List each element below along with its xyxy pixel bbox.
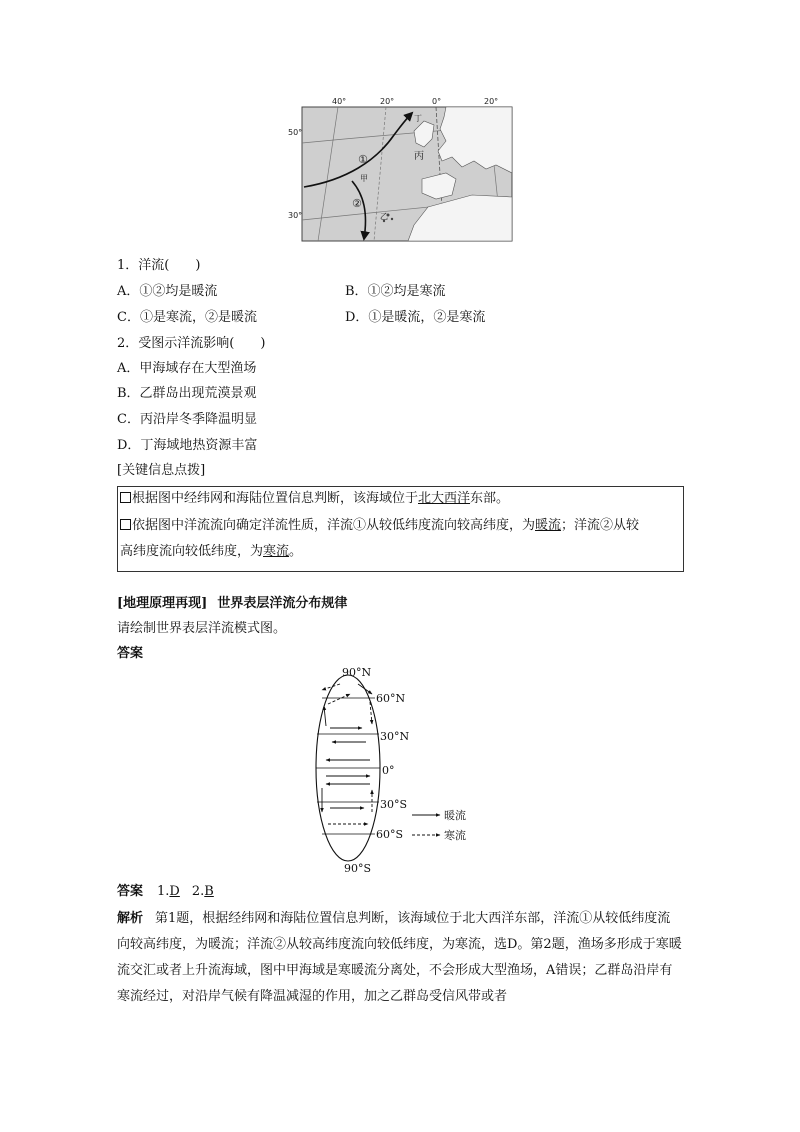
lat-label-60s: 60°S [376,828,404,841]
lon-label-40w: 40° [332,97,347,106]
lat-label-60n: 60°N [376,692,406,705]
place-bing: 丙 [414,151,424,162]
lat-label-0: 0° [382,764,395,777]
q1-option-c: C．①是寒流，②是暖流 [117,310,257,325]
answer-1-num: 1. [157,884,170,899]
q2-stem: 2．受图示洋流影响( ) [117,336,266,351]
q2-option-b: B．乙群岛出现荒漠景观 [117,386,257,401]
principle-heading-tag: [地理原理再现] [117,596,208,611]
key-info-line-1-text: 根据图中经纬网和海陆位置信息判断，该海域位于 [132,491,419,506]
answer-2-num: 2. [191,884,205,899]
key-info-line-3 [120,543,302,561]
current-2-label: ② [352,197,362,210]
place-yi: 乙 [380,212,388,221]
lon-label-0: 0° [432,97,442,106]
lat-label-90n: 90°N [342,666,372,679]
analysis-paragraph [117,906,683,1010]
lat-label-30n: 30°N [380,730,410,743]
q2-option-d: D．丁海域地热资源丰富 [117,438,258,453]
lat-label-90s: 90°S [344,862,372,875]
legend-warm-label: 暖流 [444,809,466,822]
principle-heading-title: 世界表层洋流分布规律 [217,596,348,611]
lat-label-30s: 30°S [380,798,408,811]
checkbox-icon [120,492,131,503]
q2-option-a: A．甲海域存在大型渔场 [117,361,257,376]
principle-answer-label: 答案 [117,646,144,661]
key-info-answer-north-atlantic: 北大西洋 [418,491,471,506]
key-info-heading: [关键信息点拨] [117,463,206,478]
key-info-line-2-end: ；洋流②从较 [561,518,640,533]
legend-cold-label: 寒流 [444,829,466,842]
q1-option-d: D．①是暖流，②是寒流 [345,310,486,325]
answers-line [117,883,214,901]
key-info-line-3-text: 高纬度流向较低纬度，为 [120,544,264,559]
key-info-answer-warm: 暖流 [535,518,562,533]
current-1-label: ① [358,153,368,166]
key-info-answer-cold: 寒流 [263,544,290,559]
lat-label-30n: 30° [288,211,303,220]
q2-option-c: C．丙沿岸冬季降温明显 [117,412,257,427]
checkbox-icon [120,519,131,530]
key-info-line-2 [120,517,639,535]
key-info-line-3-end: 。 [289,544,303,559]
lon-label-20e: 20° [484,97,499,106]
current-model-diagram [300,662,500,876]
q1-stem: 1．洋流( ) [117,258,201,273]
key-info-line-2-text: 依据图中洋流流向确定洋流性质，洋流①从较低纬度流向较高纬度，为 [132,518,536,533]
lat-label-50n: 50° [288,128,303,137]
analysis-label: 解析 [117,911,144,926]
key-info-line-1-end: 东部。 [470,491,510,506]
principle-instruction: 请绘制世界表层洋流模式图。 [117,621,287,636]
answer-2-value: B [204,884,214,899]
lon-label-20w: 20° [380,97,395,106]
key-info-line-1 [120,490,509,508]
place-ding: 丁 [414,114,422,123]
answer-1-value: D [169,884,180,899]
ocean-current-map [288,95,518,245]
place-jia: 甲 [360,174,368,183]
q1-option-b: B．①②均是寒流 [345,284,446,299]
analysis-text: 第1题，根据经纬网和海陆位置信息判断，该海域位于北大西洋东部，洋流①从较低纬度流向较高纬度，为暖流；洋流②从较高纬度流向较低纬度，为寒流，选D。第2题，渔场多形成于寒暖流交汇或者上升流海域，图中甲海域是寒暖流分离处，不会形成大型渔场，A错误；乙群岛沿岸有寒流经过，对沿岸气候有降温减湿的作用，加之乙群岛受信风带或者 [117,911,682,1004]
principle-heading [117,595,347,613]
answers-label: 答案 [117,884,144,899]
q1-option-a: A．①②均是暖流 [117,284,218,299]
